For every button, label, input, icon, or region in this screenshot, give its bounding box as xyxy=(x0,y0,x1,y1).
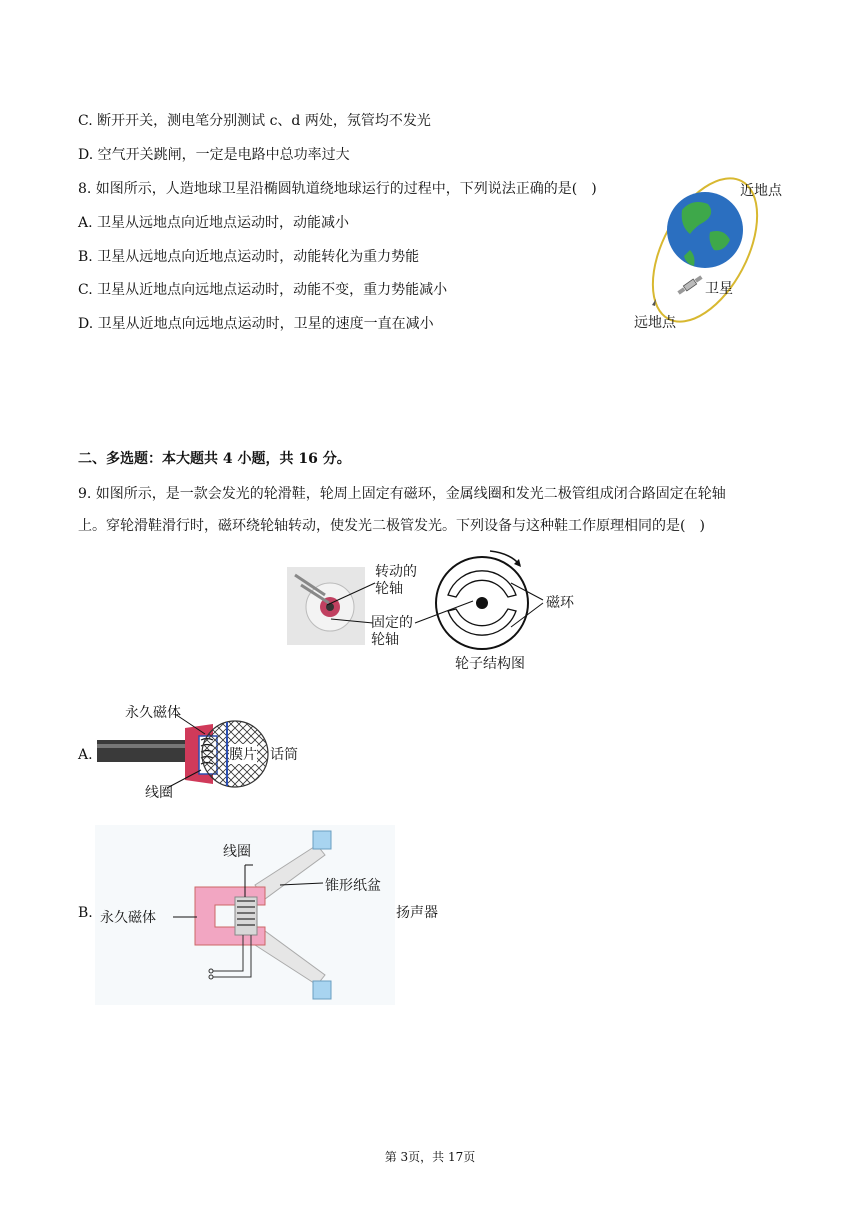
question-9-line2: 上。穿轮滑鞋滑行时，磁环绕轮轴转动，使发光二极管发光。下列设备与这种鞋工作原理相同的是( ) xyxy=(78,518,705,534)
page-footer: 第 3页，共 17页 xyxy=(384,1150,476,1164)
option-9a-label: A. xyxy=(78,747,93,763)
section-heading: 二、多选题：本大题共 4 小题，共 16 分。 xyxy=(78,451,351,467)
fixed-axle-label-1: 固定的 xyxy=(371,615,413,631)
mic-membrane-label: 膜片 xyxy=(229,744,257,764)
rotating-axle-label-2: 轮轴 xyxy=(375,581,403,597)
satellite-label: 卫星 xyxy=(705,281,733,297)
cone-edge-top xyxy=(313,831,331,849)
option-8b: B. 卫星从远地点向近地点运动时，动能转化为重力势能 xyxy=(78,249,420,265)
option-8c: C. 卫星从近地点向远地点运动时，动能不变，重力势能减小 xyxy=(78,282,448,298)
question-9-line1: 9. 如图所示，是一款会发光的轮滑鞋，轮周上固定有磁环，金属线圈和发光二极管组成闭合路固定在轮轴 xyxy=(78,486,726,502)
cone-edge-bottom xyxy=(313,981,331,999)
rotating-axle-label-1: 转动的 xyxy=(375,564,417,580)
microphone-figure xyxy=(95,700,270,800)
speaker-cone-label: 锥形纸盆 xyxy=(325,878,381,894)
magnet-ring-label: 磁环 xyxy=(546,595,574,611)
option-9b-caption: 扬声器 xyxy=(396,905,438,921)
mic-coil-label: 线圈 xyxy=(145,785,173,801)
question-8: 8. 如图所示，人造地球卫星沿椭圆轨道绕地球运行的过程中，下列说法正确的是( ) xyxy=(78,181,597,197)
speaker-figure xyxy=(95,825,395,1005)
satellite-orbit-figure xyxy=(630,170,790,335)
satellite-icon xyxy=(677,275,703,296)
option-9b-label: B. xyxy=(78,905,93,921)
wheel-structure-figure xyxy=(285,545,590,675)
mic-handle xyxy=(97,740,185,762)
near-point-label: 近地点 xyxy=(740,183,782,199)
wheel-caption: 轮子结构图 xyxy=(455,656,525,672)
speaker-magnet-label: 永久磁体 xyxy=(100,910,156,926)
option-7d: D. 空气开关跳闸，一定是电路中总功率过大 xyxy=(78,147,350,163)
option-8a: A. 卫星从远地点向近地点运动时，动能减小 xyxy=(78,215,350,231)
far-point-label: 远地点 xyxy=(634,315,676,331)
fixed-axle-label-2: 轮轴 xyxy=(371,632,399,648)
mic-magnet-label: 永久磁体 xyxy=(125,705,181,721)
option-7c: C. 断开开关，测电笔分别测试 c、d 两处，氖管均不发光 xyxy=(78,113,431,129)
speaker-coil-label: 线圈 xyxy=(223,844,251,860)
option-9a-caption: 话筒 xyxy=(270,747,298,763)
option-8d: D. 卫星从近地点向远地点运动时，卫星的速度一直在减小 xyxy=(78,316,434,332)
